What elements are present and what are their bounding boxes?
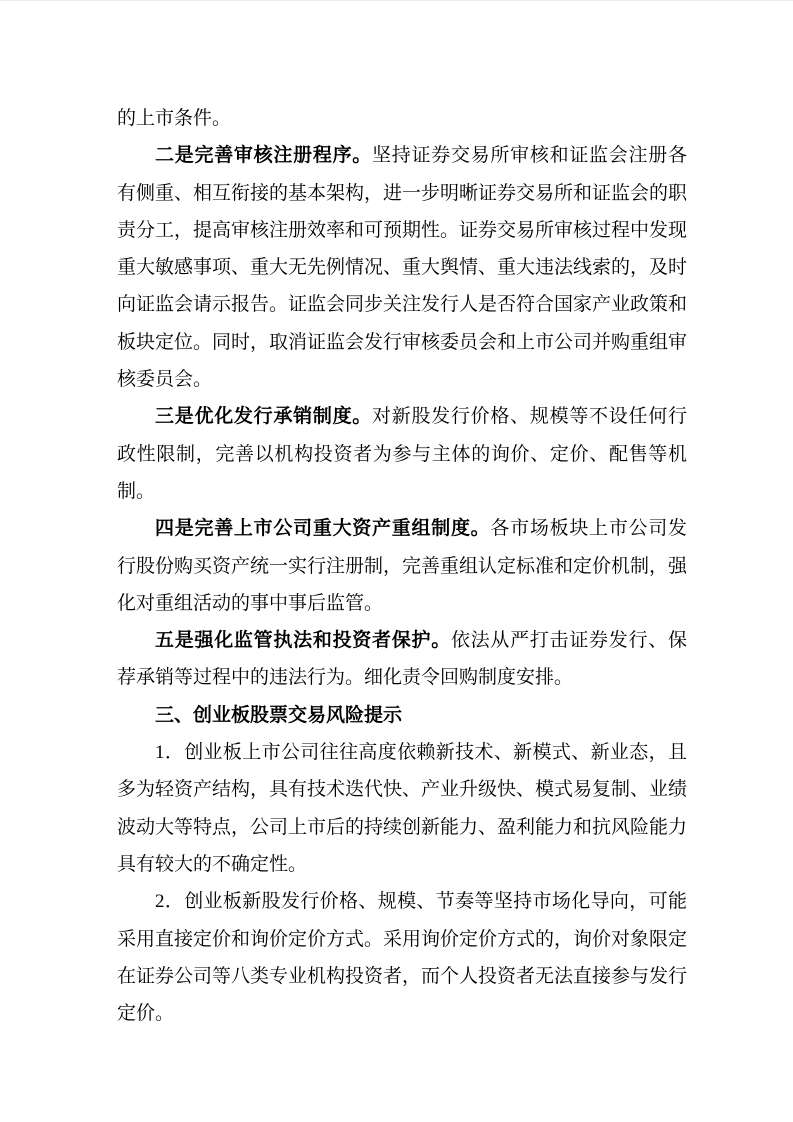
document-content — [117, 100, 687, 1032]
paragraph-continuation: 的上市条件。 — [117, 108, 232, 129]
section-heading-three: 三、创业板股票交易风险提示 — [155, 704, 403, 726]
paragraph-bold-lead: 五是强化监管执法和投资者保护。 — [155, 630, 451, 652]
paragraph-bold-lead: 二是完善审核注册程序。 — [155, 145, 373, 167]
paragraph-point-four: 四是完善上市公司重大资产重组制度。各市场板块上市公司发行股份购买资产统一实行注册制，完善重组认定标准和定价机制，强化对重组活动的事中事后监管。 — [117, 518, 688, 614]
paragraph-point-three: 三是优化发行承销制度。对新股发行价格、规模等不设任何行政性限制，完善以机构投资者为参与主体的询价、定价、配售等机制。 — [117, 406, 687, 502]
paragraph-risk-item-2: 2．创业板新股发行价格、规模、节奏等坚持市场化导向，可能采用直接定价和询价定价方式。采用询价定价方式的，询价对象限定在证券公司等八类专业机构投资者，而个人投资者无法直接参与发行定价。 — [117, 891, 688, 1025]
paragraph-bold-lead: 四是完善上市公司重大资产重组制度。 — [155, 518, 491, 540]
paragraph-risk-item-1: 1．创业板上市公司往往高度依赖新技术、新模式、新业态，且多为轻资产结构，具有技术迭代快、产业升级快、模式易复制、业绩波动大等特点，公司上市后的持续创新能力、盈利能力和抗风险能力具有较大的不确定性。 — [117, 742, 688, 875]
paragraph-point-two: 二是完善审核注册程序。坚持证券交易所审核和证监会注册各有侧重、相互衔接的基本架构，进一步明晰证券交易所和证监会的职责分工，提高审核注册效率和可预期性。证券交易所审核过程中发现重大敏感事项、重大无先例情况、重大舆情、重大违法线索的，及时向证监会请示报告。证监会同步关注发行人是否符合国家产业政策和板块定位。同时，取消证监会发行审核委员会和上市公司并购重组审核委员会。 — [117, 145, 688, 391]
paragraph-point-five: 五是强化监管执法和投资者保护。依法从严打击证券发行、保荐承销等过程中的违法行为。细化责令回购制度安排。 — [117, 630, 687, 689]
paragraph-bold-lead: 三是优化发行承销制度。 — [155, 406, 373, 428]
